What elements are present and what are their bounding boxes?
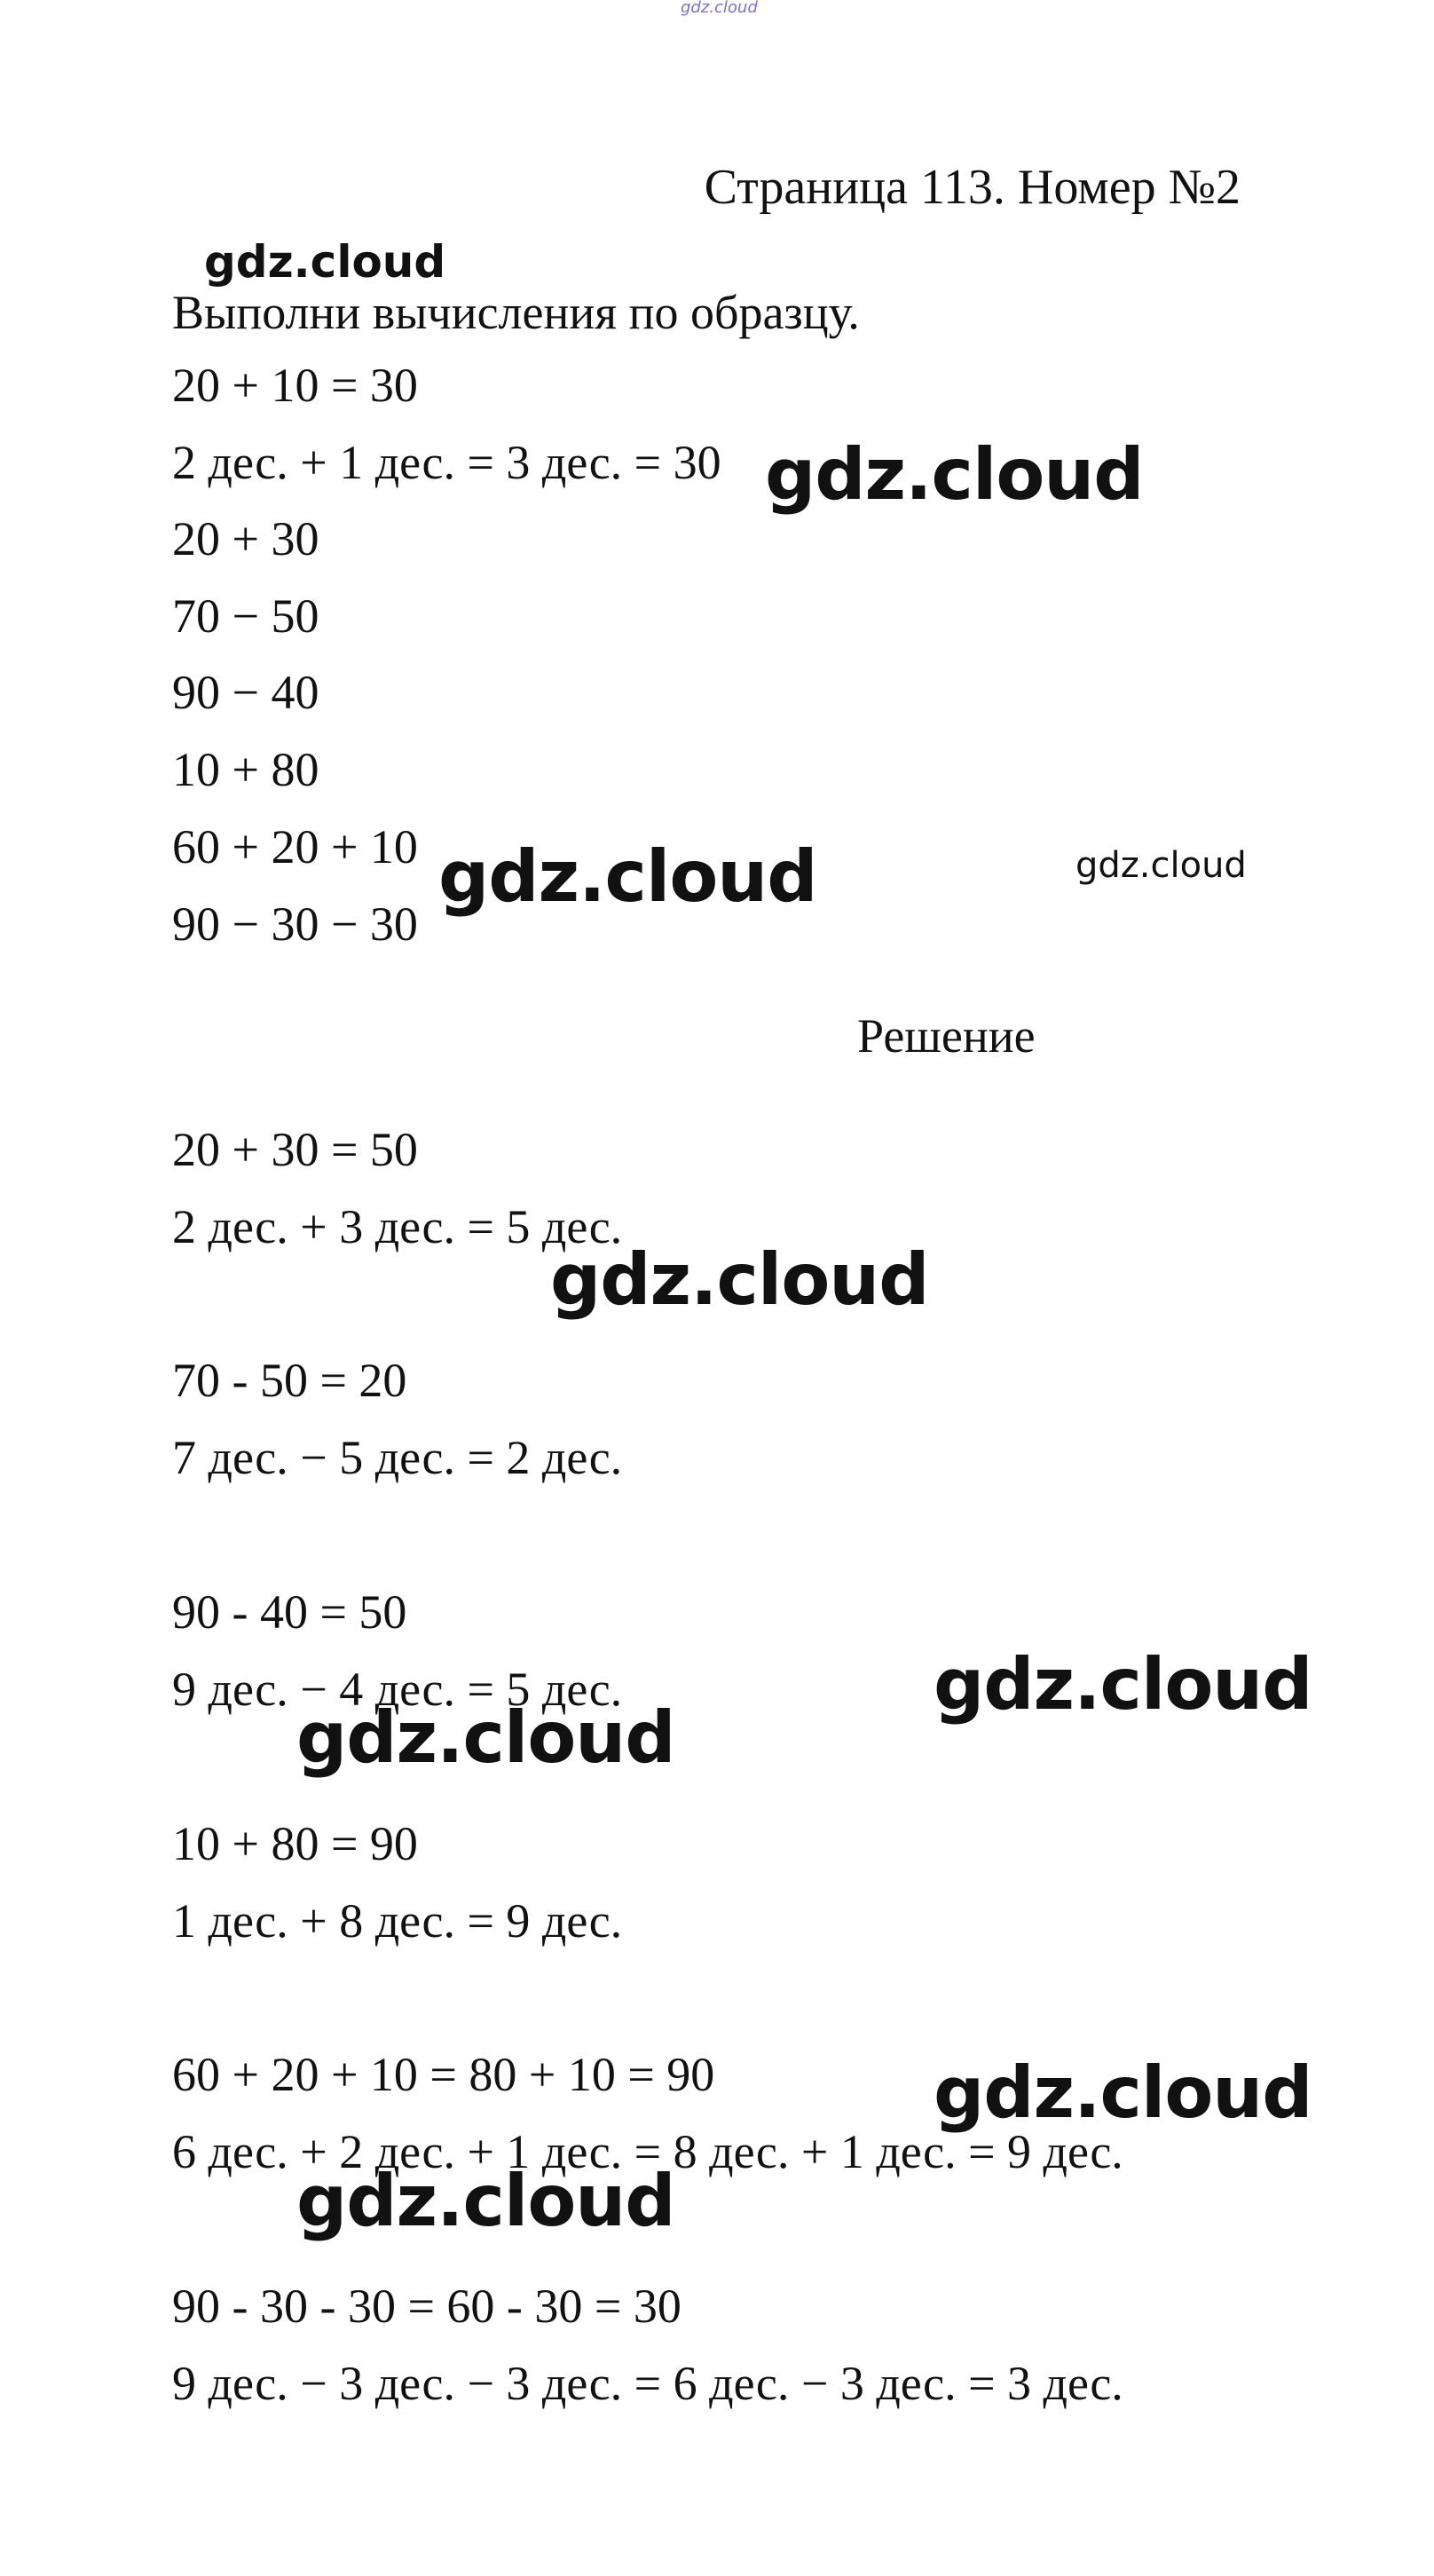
watermark: gdz.cloud (296, 2160, 675, 2242)
watermark: gdz.cloud (765, 433, 1144, 516)
solution-equation: 20 + 30 = 50 (172, 1123, 418, 1176)
solution-title: Решение (857, 1009, 1036, 1063)
watermark: gdz.cloud (1076, 845, 1247, 886)
exercise-item: 60 + 20 + 10 (172, 820, 418, 873)
example-equation: 20 + 10 = 30 (172, 359, 418, 412)
solution-equation: 90 - 30 - 30 = 60 - 30 = 30 (172, 2280, 682, 2333)
watermark: gdz.cloud (934, 2051, 1312, 2134)
exercise-item: 20 + 30 (172, 512, 319, 565)
solution-tens: 9 дес. − 3 дес. − 3 дес. = 6 дес. − 3 дес. = 3 дес. (172, 2357, 1123, 2410)
exercise-item: 90 − 40 (172, 666, 319, 719)
solution-equation: 10 + 80 = 90 (172, 1817, 418, 1870)
example-tens: 2 дес. + 1 дес. = 3 дес. = 30 (172, 436, 721, 489)
exercise-item: 70 − 50 (172, 589, 319, 643)
watermark: gdz.cloud (934, 1643, 1312, 1726)
watermark: gdz.cloud (550, 1238, 929, 1321)
watermark: gdz.cloud (438, 835, 817, 918)
exercise-item: 10 + 80 (172, 743, 319, 796)
solution-equation: 60 + 20 + 10 = 80 + 10 = 90 (172, 2048, 715, 2101)
watermark: gdz.cloud (296, 1696, 675, 1779)
solution-tens: 6 дес. + 2 дес. + 1 дес. = 8 дес. + 1 дес. = 9 дес. (172, 2125, 1123, 2178)
solution-equation: 90 - 40 = 50 (172, 1585, 407, 1639)
watermark: gdz.cloud (204, 236, 446, 288)
solution-tens: 2 дес. + 3 дес. = 5 дес. (172, 1200, 623, 1253)
page-header: Страница 113. Номер №2 (704, 160, 1241, 215)
solution-tens: 9 дес. − 4 дес. = 5 дес. (172, 1663, 623, 1716)
solution-tens: 7 дес. − 5 дес. = 2 дес. (172, 1431, 623, 1484)
exercise-item: 90 − 30 − 30 (172, 897, 418, 951)
solution-tens: 1 дес. + 8 дес. = 9 дес. (172, 1894, 623, 1948)
watermark-tiny: gdz.cloud (681, 0, 758, 17)
solution-equation: 70 - 50 = 20 (172, 1354, 407, 1407)
task-instruction: Выполни вычисления по образцу. (172, 286, 860, 339)
